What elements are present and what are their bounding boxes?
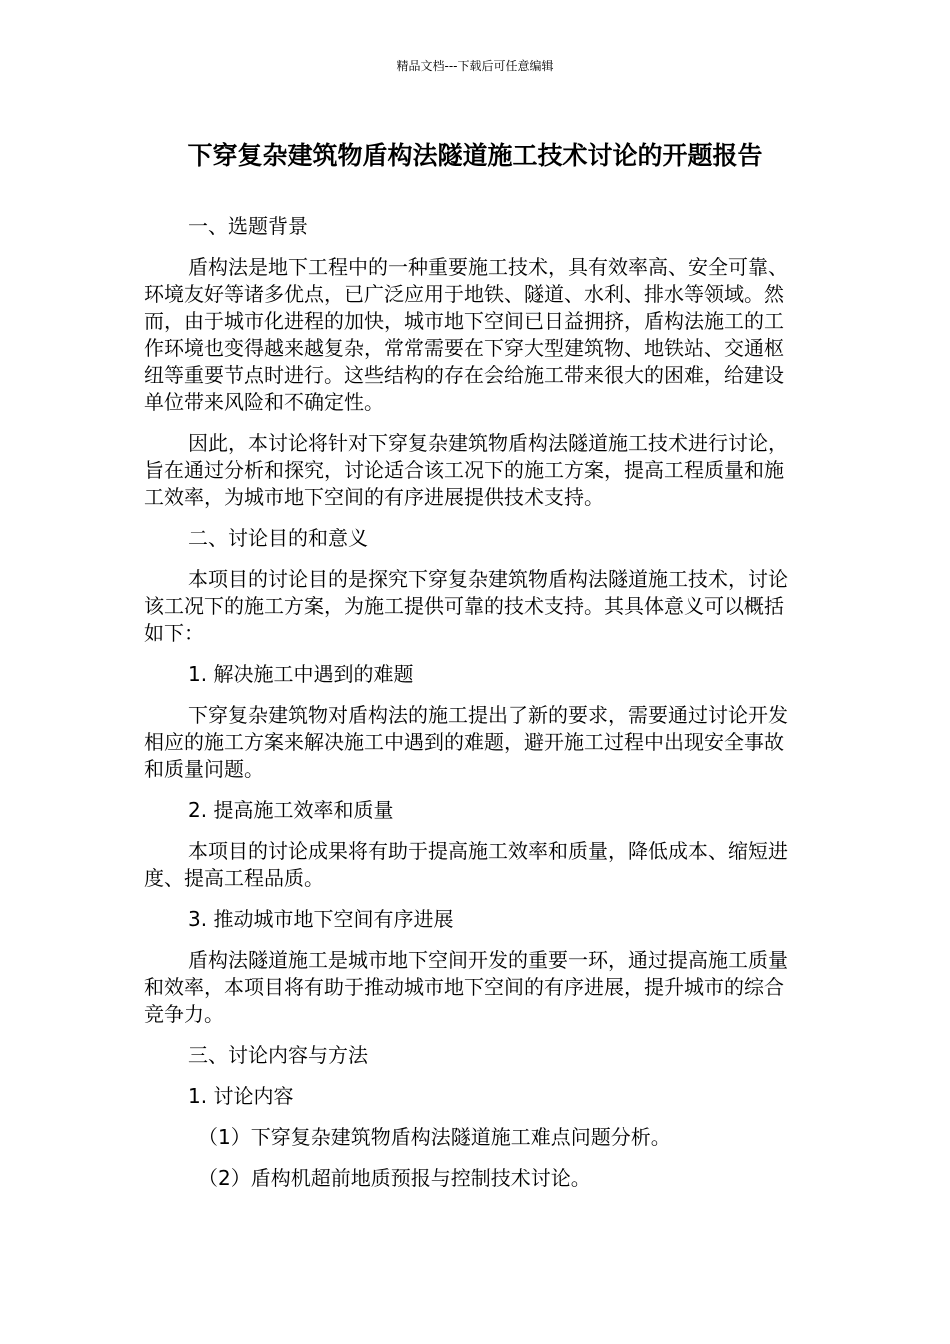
subheading-efficiency: 2. 提高施工效率和质量 — [188, 798, 394, 822]
document-body — [144, 213, 799, 1192]
paragraph-solve-problems: 下穿复杂建筑物对盾构法的施工提出了新的要求，需要通过讨论开发相应的施工方案来解决施工中遇到的难题，避开施工过程中出现安全事故和质量问题。 — [144, 703, 788, 781]
paragraph-purpose: 本项目的讨论目的是探究下穿复杂建筑物盾构法隧道施工技术，讨论该工况下的施工方案，为施工提供可靠的技术支持。其具体意义可以概括如下： — [144, 567, 788, 645]
subheading-urban-development: 3. 推动城市地下空间有序进展 — [188, 907, 454, 931]
section-heading-background: 一、选题背景 — [188, 214, 308, 238]
content-item-2: （2）盾构机超前地质预报与控制技术讨论。 — [198, 1166, 591, 1190]
header-note: 精品文档---下载后可任意编辑 — [396, 59, 554, 73]
section-heading-purpose: 二、讨论目的和意义 — [188, 526, 368, 550]
section-heading-content-method: 三、讨论内容与方法 — [188, 1043, 368, 1067]
paragraph-efficiency: 本项目的讨论成果将有助于提高施工效率和质量，降低成本、缩短进度、提高工程品质。 — [144, 839, 788, 890]
paragraph-background-2: 因此，本讨论将针对下穿复杂建筑物盾构法隧道施工技术进行讨论，旨在通过分析和探究，讨论适合该工况下的施工方案，提高工程质量和施工效率，为城市地下空间的有序进展提供技术支持。 — [144, 431, 788, 509]
content-item-1: （1）下穿复杂建筑物盾构法隧道施工难点问题分析。 — [198, 1125, 671, 1149]
subheading-content: 1. 讨论内容 — [188, 1084, 294, 1108]
paragraph-urban-development: 盾构法隧道施工是城市地下空间开发的重要一环，通过提高施工质量和效率，本项目将有助于推动城市地下空间的有序进展，提升城市的综合竞争力。 — [144, 948, 788, 1026]
subheading-solve-problems: 1. 解决施工中遇到的难题 — [188, 662, 414, 686]
paragraph-background-1: 盾构法是地下工程中的一种重要施工技术，具有效率高、安全可靠、环境友好等诸多优点，已广泛应用于地铁、隧道、水利、排水等领域。然而，由于城市化进程的加快，城市地下空间已日益拥挤，盾构法施工的工作环境也变得越来越复杂，常常需要在下穿大型建筑物、地铁站、交通枢纽等重要节点时进行。这些结构的存在会给施工带来很大的困难，给建设单位带来风险和不确定性。 — [144, 255, 788, 414]
document-title: 下穿复杂建筑物盾构法隧道施工技术讨论的开题报告 — [187, 141, 763, 170]
